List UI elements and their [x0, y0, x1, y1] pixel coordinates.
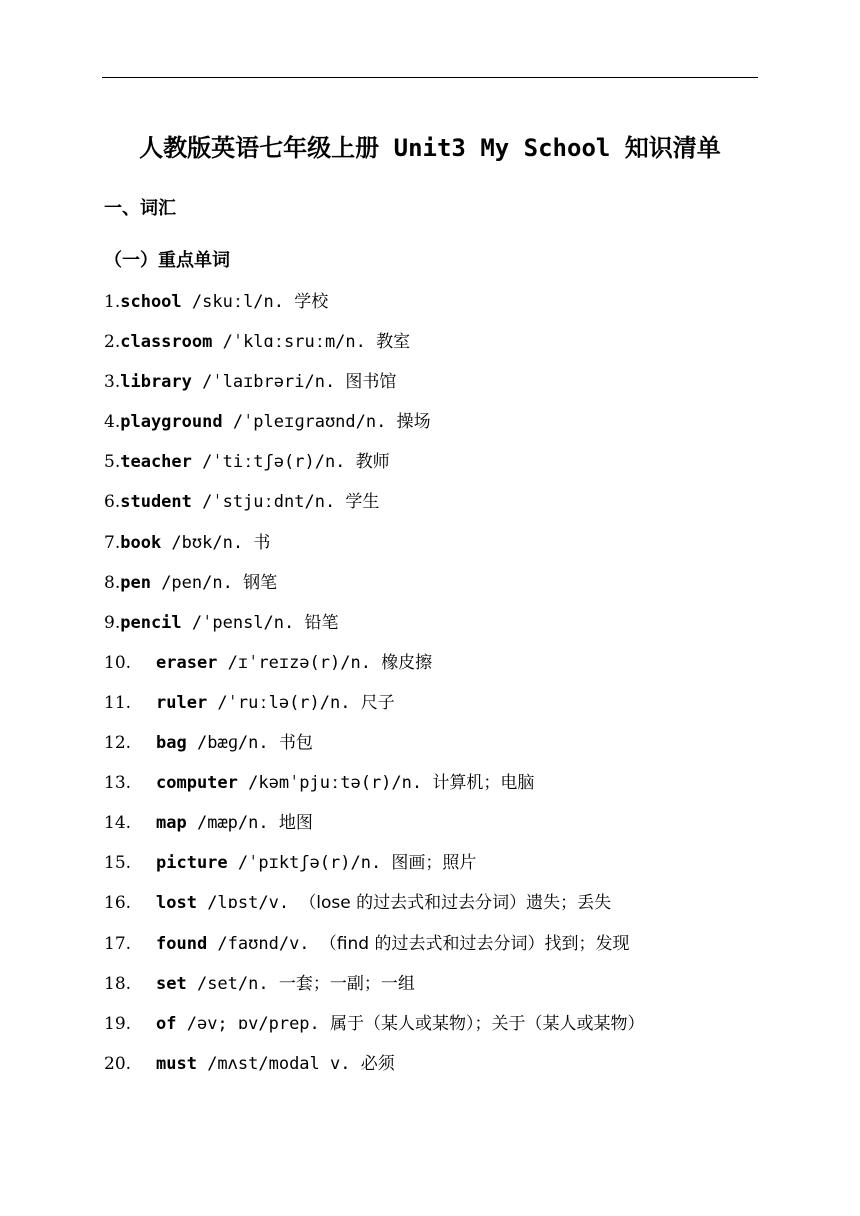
- entry-phonetic: /lɒst/v.: [196, 893, 300, 914]
- entry-phonetic: /ˈpensl/n.: [181, 612, 305, 633]
- entry-meaning: （find 的过去式和过去分词）找到；发现: [319, 933, 630, 954]
- entry-word: found: [156, 933, 208, 954]
- entry-meaning: 教室: [376, 332, 411, 353]
- word-entry: [104, 448, 804, 488]
- entry-word: lost: [156, 893, 197, 914]
- entry-meaning: 钢笔: [243, 572, 278, 593]
- entry-word: picture: [156, 853, 228, 874]
- entry-number: 13.: [104, 773, 132, 794]
- entry-meaning: 图书馆: [345, 372, 397, 393]
- entry-number: 1.: [104, 292, 121, 312]
- entry-phonetic: /kəmˈpjuːtə(r)/n.: [237, 773, 433, 794]
- entry-phonetic: /skuːl/n.: [181, 292, 295, 312]
- entry-phonetic: /ˈklɑːsruːm/n.: [212, 332, 377, 353]
- entry-phonetic: /set/n.: [186, 973, 279, 994]
- entry-number: 5.: [104, 452, 121, 473]
- word-entry: [104, 488, 804, 528]
- entry-meaning: 计算机；电脑: [432, 773, 535, 794]
- entry-meaning: 橡皮擦: [381, 652, 433, 673]
- entry-word: ruler: [156, 692, 208, 713]
- entry-meaning: 图画；照片: [391, 853, 477, 874]
- entry-word: teacher: [120, 452, 192, 473]
- entry-number: 19.: [104, 1013, 132, 1034]
- entry-word: playground: [120, 412, 223, 433]
- header-rule: [102, 77, 758, 78]
- word-entry: [104, 1050, 804, 1090]
- entry-phonetic: /faʊnd/v.: [207, 933, 320, 954]
- entry-number: 15.: [104, 853, 132, 874]
- entry-number: 6.: [104, 492, 121, 513]
- entry-number: 11.: [104, 692, 132, 713]
- word-entry: [104, 288, 804, 328]
- word-entry: [104, 609, 804, 649]
- entry-number: 16.: [104, 893, 132, 914]
- entry-meaning: 学生: [345, 492, 380, 513]
- word-entry: [104, 849, 804, 889]
- entry-phonetic: /ˈstjuːdnt/n.: [191, 492, 346, 513]
- entry-number: 7.: [104, 532, 121, 553]
- entry-number: 18.: [104, 973, 132, 994]
- word-entry: [104, 368, 804, 408]
- entry-phonetic: /ˈpleɪɡraʊnd/n.: [222, 412, 397, 433]
- word-entry: [104, 970, 804, 1010]
- entry-word: pencil: [120, 612, 182, 633]
- entry-number: 12.: [104, 733, 132, 754]
- entry-meaning: 一套；一副；一组: [278, 973, 415, 994]
- entry-phonetic: /əv; ɒv/prep.: [176, 1013, 331, 1034]
- entry-word: school: [120, 292, 182, 312]
- entry-number: 14.: [104, 813, 132, 834]
- word-entry: [104, 729, 804, 769]
- section-heading-vocabulary: 一、词汇: [104, 198, 176, 219]
- entry-number: 17.: [104, 933, 132, 954]
- entry-meaning: 教师: [355, 452, 390, 473]
- entry-meaning: 尺子: [360, 692, 395, 713]
- entry-meaning: （lose 的过去式和过去分词）遗失；丢失: [299, 893, 612, 914]
- word-entry: [104, 569, 804, 609]
- entry-number: 3.: [104, 372, 121, 393]
- word-entry: [104, 930, 804, 970]
- entry-phonetic: /mʌst/modal v.: [196, 1053, 361, 1074]
- entry-meaning: 属于（某人或某物）；关于（某人或某物）: [330, 1013, 645, 1034]
- word-entry: [104, 689, 804, 729]
- entry-word: book: [120, 532, 162, 553]
- word-entry: [104, 529, 804, 569]
- entry-phonetic: /pen/n.: [150, 572, 244, 593]
- entry-number: 4.: [104, 412, 121, 433]
- entry-number: 2.: [104, 332, 121, 353]
- entry-number: 10.: [104, 652, 132, 673]
- entry-word: pen: [120, 572, 151, 593]
- entry-word: computer: [156, 773, 238, 794]
- entry-word: map: [156, 813, 187, 834]
- entry-word: library: [120, 372, 192, 393]
- entry-phonetic: /ˈpɪktʃə(r)/n.: [227, 853, 392, 874]
- word-entry: [104, 408, 804, 448]
- entry-number: 20.: [104, 1053, 132, 1074]
- word-entry: [104, 809, 804, 849]
- entry-phonetic: /ˈlaɪbrəri/n.: [191, 372, 346, 393]
- entry-word: classroom: [120, 332, 213, 353]
- entry-meaning: 书包: [278, 733, 313, 754]
- entry-word: set: [156, 973, 187, 994]
- entry-phonetic: /mæp/n.: [186, 813, 279, 834]
- entry-meaning: 铅笔: [304, 612, 339, 633]
- entry-word: eraser: [156, 652, 218, 673]
- subsection-heading-key-words: （一）重点单词: [104, 250, 230, 271]
- document-title: 人教版英语七年级上册 Unit3 My School 知识清单: [139, 134, 721, 162]
- word-entry: [104, 889, 804, 929]
- entry-phonetic: /ɪˈreɪzə(r)/n.: [217, 652, 382, 673]
- entry-phonetic: /ˈruːlə(r)/n.: [207, 692, 361, 713]
- entry-word: of: [156, 1013, 177, 1034]
- entry-phonetic: /bʊk/n.: [161, 532, 254, 553]
- entry-meaning: 地图: [278, 813, 313, 834]
- entry-meaning: 操场: [396, 412, 431, 433]
- word-entry: [104, 649, 804, 689]
- entry-word: student: [120, 492, 192, 513]
- entry-meaning: 学校: [294, 292, 329, 312]
- entry-meaning: 必须: [360, 1053, 395, 1074]
- entry-phonetic: /ˈtiːtʃə(r)/n.: [191, 452, 356, 473]
- word-entry: [104, 328, 804, 368]
- entry-word: bag: [156, 733, 187, 754]
- entry-number: 9.: [104, 612, 121, 633]
- word-entry: [104, 769, 804, 809]
- word-entry: [104, 1010, 804, 1050]
- entry-word: must: [156, 1053, 197, 1074]
- entry-meaning: 书: [253, 532, 271, 553]
- entry-phonetic: /bæɡ/n.: [186, 733, 279, 754]
- entry-number: 8.: [104, 572, 121, 593]
- word-list: [104, 288, 804, 1090]
